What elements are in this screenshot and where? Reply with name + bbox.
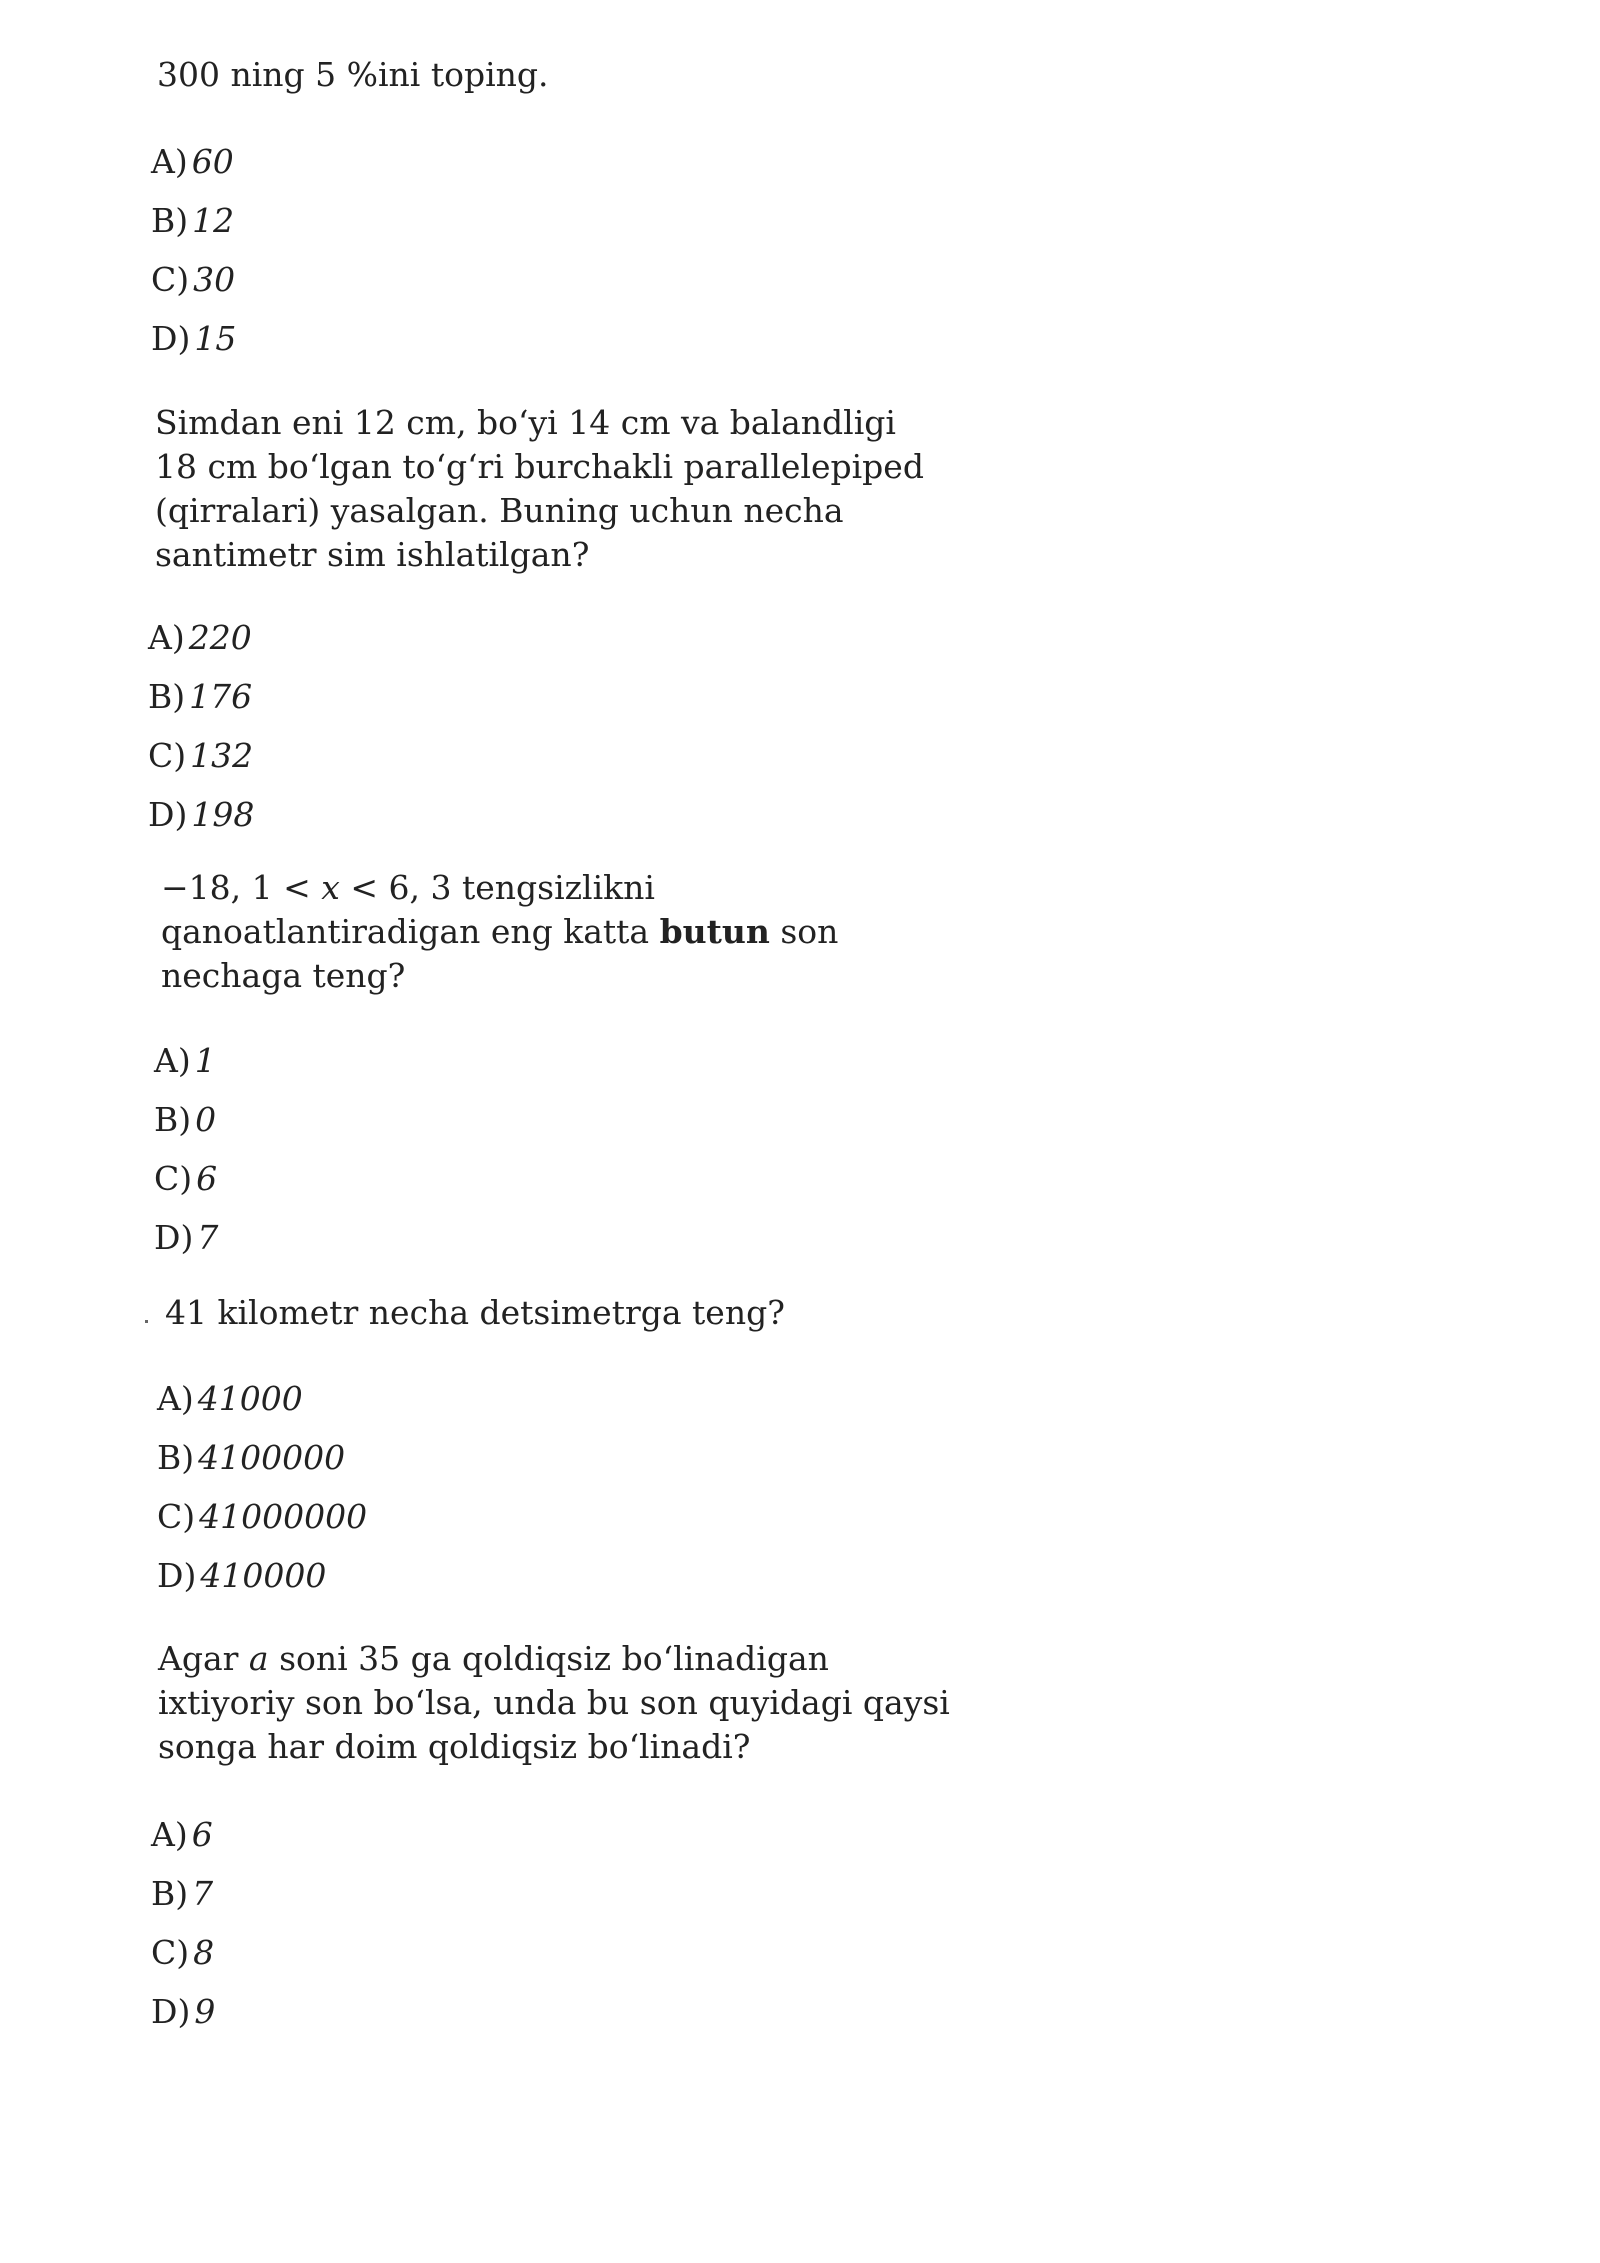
question-4-option-d: D) 410000 [157, 1556, 327, 1595]
question-5-option-d: D) 9 [151, 1992, 216, 2031]
question-5-line-3: songa har doim qoldiqsiz bo‘linadi? [158, 1727, 751, 1766]
question-5-option-a: A) 6 [151, 1815, 213, 1854]
question-1-text [157, 53, 549, 97]
question-5-option-c: C) 8 [151, 1933, 215, 1972]
question-5-text [158, 1637, 950, 1769]
bold-keyword: butun [659, 912, 770, 951]
question-4-text [165, 1291, 785, 1335]
question-4-option-a: A) 41000 [157, 1379, 303, 1418]
question-3-option-a: A) 1 [154, 1041, 216, 1080]
question-5-option-b: B) 7 [151, 1874, 214, 1913]
question-4-option-b: B) 4100000 [157, 1438, 346, 1477]
question-3-line-2: qanoatlantiradigan eng katta butun son [161, 912, 839, 951]
question-1-option-c: C) 30 [151, 260, 236, 299]
question-2-option-d: D) 198 [148, 795, 255, 834]
question-1-option-a: A) 60 [151, 142, 234, 181]
question-1-option-d: D) 15 [151, 319, 237, 358]
question-2-line-2: 18 cm bo‘lgan to‘g‘ri burchakli parallelepiped [155, 447, 924, 486]
question-2-line-1: Simdan eni 12 cm, bo‘yi 14 cm va balandligi [155, 403, 896, 442]
question-2-line-3: (qirralari) yasalgan. Buning uchun necha [155, 491, 844, 530]
question-2-option-b: B) 176 [148, 677, 253, 716]
question-3-text [161, 866, 838, 998]
question-2-option-c: C) 132 [148, 736, 254, 775]
question-5-line-2: ixtiyoriy son bo‘lsa, unda bu son quyidagi qaysi [158, 1683, 950, 1722]
question-4-line-1: 41 kilometr necha detsimetrga teng? [165, 1293, 785, 1332]
stray-dot [145, 1320, 148, 1323]
question-2-option-a: A) 220 [148, 618, 252, 657]
question-3-option-c: C) 6 [154, 1159, 218, 1198]
question-1-option-b: B) 12 [151, 201, 235, 240]
variable-x: x [321, 868, 340, 907]
question-2-line-4: santimetr sim ishlatilgan? [155, 535, 590, 574]
question-2-text [155, 401, 924, 577]
question-3-option-b: B) 0 [154, 1100, 217, 1139]
question-5-line-1: Agar a soni 35 ga qoldiqsiz bo‘linadigan [158, 1639, 829, 1678]
question-3-line-3: nechaga teng? [161, 956, 406, 995]
question-3-option-d: D) 7 [154, 1218, 219, 1257]
question-4-option-c: C) 41000000 [157, 1497, 368, 1536]
question-1-line-1: 300 ning 5 %ini toping. [157, 55, 549, 94]
variable-a: a [248, 1639, 269, 1678]
question-3-line-1: −18, 1 < x < 6, 3 tengsizlikni [161, 868, 655, 907]
